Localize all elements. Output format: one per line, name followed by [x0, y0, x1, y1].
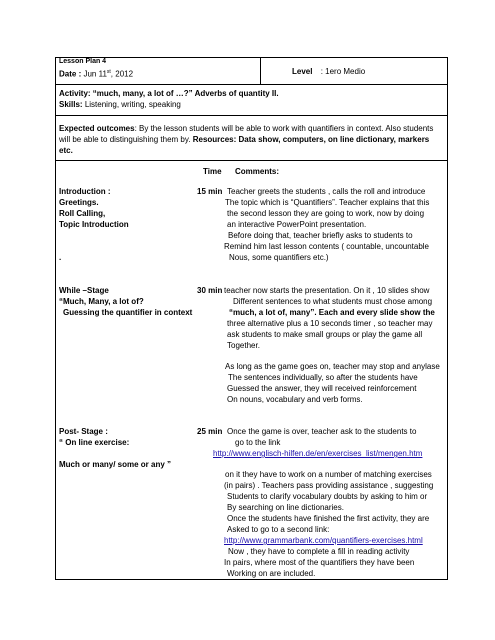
- comment-line: Working on are included.: [227, 569, 316, 578]
- comment-line: Before doing that, teacher briefly asks to students to: [228, 231, 413, 240]
- comment-line: the second lesson they are going to work, now by doing: [227, 209, 425, 218]
- header-divider: [260, 57, 261, 85]
- comment-line: On nouns, vocabulary and verb forms.: [227, 395, 363, 404]
- stage-title: Much or many/ some or any ”: [59, 460, 172, 469]
- time-header: Time: [203, 167, 222, 176]
- comment-line: The sentences individually, so after the students have: [228, 373, 418, 382]
- comment-line: (in pairs) . Teachers pass providing assistance , suggesting: [224, 481, 434, 490]
- stage-title: Introduction :: [59, 187, 111, 196]
- comment-line: The topic which is “Quantifiers”. Teacher explains that this: [225, 198, 430, 207]
- outcomes-body: : By the lesson students will be able to work with quantifiers in context. Also students will be able to distinguishing them by.: [59, 124, 434, 144]
- stage-title: Post- Stage :: [59, 427, 108, 436]
- skills-value: Listening, writing, speaking: [84, 100, 181, 109]
- comment-line: Once the game is over, teacher ask to the students to: [227, 427, 417, 436]
- stage-title: .: [59, 253, 62, 262]
- comment-line: Together.: [227, 341, 260, 350]
- level-label: Level: [292, 67, 313, 76]
- comment-line: Once the students have finished the first activity, they are: [227, 514, 430, 523]
- stage-time: 25 min: [197, 427, 223, 436]
- comment-line: teacher now starts the presentation. On it , 10 slides show: [224, 286, 430, 295]
- comment-line: Different sentences to what students must chose among: [233, 297, 433, 306]
- comment-line: Nous, some quantifiers etc.): [229, 253, 329, 262]
- stage-time: 30 min: [197, 286, 223, 295]
- exercise-link-2[interactable]: http://www.grammarbank.com/quantifiers-exercises.html: [224, 536, 423, 545]
- comment-line: ask students to make small groups or play the game all: [227, 330, 423, 339]
- comment-line: By searching on line dictionaries.: [227, 503, 344, 512]
- comment-line: three alternative plus a 10 seconds timer , so teacher may: [227, 319, 433, 328]
- skills-label: Skills:: [59, 100, 83, 109]
- stage-time: 15 min: [197, 187, 223, 196]
- date-line: [59, 67, 133, 80]
- comment-line: As long as the game goes on, teacher may stop and anylase: [225, 362, 440, 371]
- comment-line: Guessed the answer, they will received reinforcement: [227, 384, 417, 393]
- stage-title: While –Stage: [59, 286, 109, 295]
- comment-line: Teacher greets the students , calls the roll and introduce: [227, 187, 426, 196]
- stage-title: Topic Introduction: [59, 220, 129, 229]
- date-value: Jun 11: [83, 69, 107, 79]
- comment-line: “much, a lot of, many”. Each and every slide show the: [229, 308, 435, 317]
- date-sup: st: [106, 69, 111, 75]
- activity-line: Activity: “much, many, a lot of …?” Adverbs of quantity II.: [59, 89, 279, 98]
- comment-line: Students to clarify vocabulary doubts by asking to him or: [227, 492, 428, 501]
- comment-line: Now , they have to complete a fill in reading activity: [228, 547, 410, 556]
- resources-value: Data show, computers, on line dictionary, markers etc.: [59, 135, 430, 155]
- comment-line: Remind him last lesson contents ( countable, uncountable: [224, 242, 430, 251]
- comments-header: Comments:: [235, 167, 280, 176]
- skills-line: [59, 100, 181, 110]
- comment-line: on it they have to work on a number of matching exercises: [225, 470, 432, 479]
- stage-title: “ On line exercise:: [59, 438, 130, 447]
- outcomes-label: Expected outcomes: [59, 124, 135, 133]
- level-line: [292, 67, 365, 77]
- stage-title: Guessing the quantifier in context: [63, 308, 193, 317]
- stage-title: “Much, Many, a lot of?: [59, 297, 144, 306]
- comment-line: an interactive PowerPoint presentation.: [227, 220, 367, 229]
- date-year: , 2012: [110, 69, 134, 79]
- exercise-link-1[interactable]: http://www.englisch-hilfen.de/en/exercises_list/mengen.htm: [213, 449, 423, 458]
- stage-title: Greetings.: [59, 198, 99, 207]
- comment-line: go to the link: [235, 438, 281, 447]
- outcomes-text: [59, 123, 444, 156]
- comment-line: In pairs, where most of the quantifiers they have been: [224, 558, 415, 567]
- comment-line: Asked to go to a second link:: [227, 525, 330, 534]
- date-label: Date :: [59, 69, 82, 79]
- resources-label: Resources:: [192, 135, 237, 144]
- level-value: : 1ero Medio: [320, 67, 366, 76]
- lesson-plan-title: Lesson Plan 4: [59, 58, 107, 65]
- stage-title: Roll Calling,: [59, 209, 106, 218]
